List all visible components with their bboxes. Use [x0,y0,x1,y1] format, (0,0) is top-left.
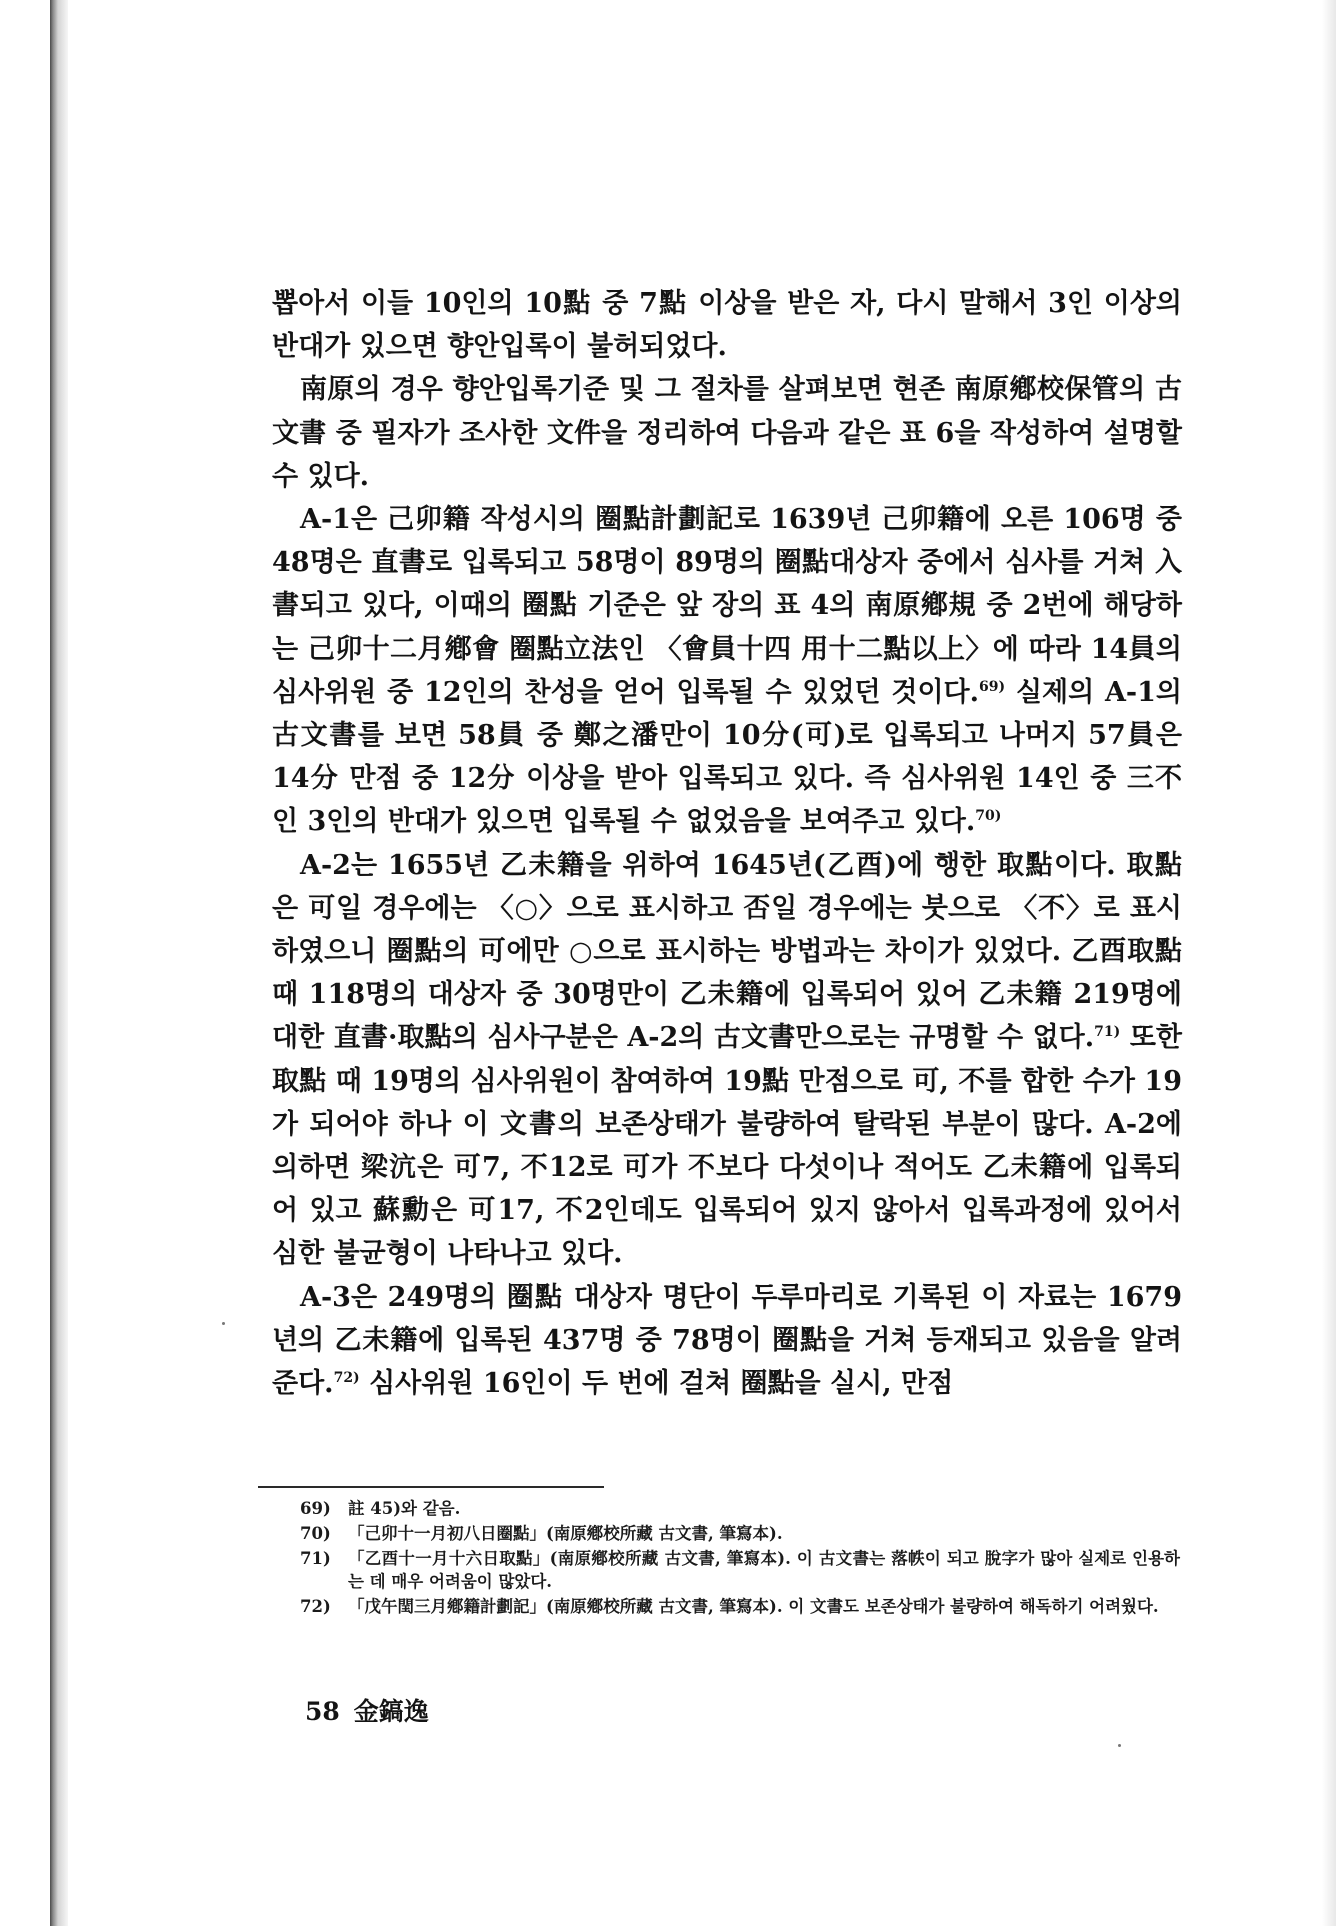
paragraph-4-text-a: A-2는 1655년 乙未籍을 위하여 1645년(乙酉)에 행한 取點이다. 取點은 可일 경우에는 〈○〉으로 표시하고 否일 경우에는 붓으로 〈不〉로 표시하였으니 圈點의 可에만 ○으로 표시하는 방법과는 차이가 있었다. 乙酉取點 때 118명의 대상자 중 30명만이 乙未籍에 입록되어 있어 乙未籍 219명에 대한 直書·取點의 심사구분은 A-2의 古文書만으로는 규명할 수 없다. [272,849,1182,1054]
footnote-ref-70: 70) [975,808,1002,825]
footnote-70 [300,1522,1180,1545]
footnote-number: 70) [300,1524,331,1543]
footnote-71 [300,1547,1180,1593]
paragraph-2: 南原의 경우 향안입록기준 및 그 절차를 살펴보면 현존 南原鄕校保管의 古文書 중 필자가 조사한 文件을 정리하여 다음과 같은 표 6을 작성하여 설명할 수 있다. [272,374,1182,492]
paragraph-1: 뽑아서 이들 10인의 10點 중 7點 이상을 받은 자, 다시 말해서 3인 이상의 반대가 있으면 향안입록이 불허되었다. [272,288,1182,363]
paragraph-4-text-b: 또한 取點 때 19명의 심사위원이 참여하여 19點 만점으로 可, 不를 합한 수가 19가 되어야 하나 이 文書의 보존상태가 불량하여 탈락된 부분이 많다. A-2에 의하면 梁沆은 可7, 不12로 可가 不보다 다섯이나 적어도 乙未籍에 입록되어 있고 蘇勳은 可17, 不2인데도 입록되어 있지 않아서 입록과정에 있어서 심한 불균형이 나타나고 있다. [272,1022,1182,1270]
scan-speck [222,1322,225,1325]
footnote-ref-72: 72) [333,1370,360,1387]
footnote-number: 69) [300,1499,331,1518]
footnote-divider [258,1486,604,1488]
footnote-ref-69: 69) [979,678,1006,695]
paragraph-4 [272,844,1182,1276]
author-name: 金鎬逸 [353,1697,429,1726]
footnote-ref-71: 71) [1094,1024,1121,1041]
paragraph-3 [272,498,1182,844]
page-number: 58 [305,1697,340,1726]
body-text [272,282,1182,1405]
footnote-text: 「戊午閏三月鄕籍計劃記」(南原鄕校所藏 古文書, 筆寫本). 이 文書도 보존상태가 불량하여 해독하기 어려웠다. [348,1597,1159,1616]
footnote-number: 71) [300,1549,331,1568]
paragraph-5-text-b: 심사위원 16인이 두 번에 걸쳐 圈點을 실시, 만점 [359,1368,954,1400]
page-binding-shadow [50,0,68,1926]
footnote-text: 「己卯十一月初八日圈點」(南原鄕校所藏 古文書, 筆寫本). [348,1524,783,1543]
footnotes [300,1497,1180,1620]
footnote-69 [300,1497,1180,1520]
footnote-text: 「乙酉十一月十六日取點」(南原鄕校所藏 古文書, 筆寫本). 이 古文書는 落帙이 되고 脫字가 많아 실제로 인용하는 데 매우 어려움이 많았다. [348,1549,1180,1591]
footnote-72 [300,1595,1180,1618]
paragraph-3-text-b: 실제의 A-1의 古文書를 보면 58員 중 鄭之潘만이 10分(可)로 입록되고 나머지 57員은 14分 만점 중 12分 이상을 받아 입록되고 있다. 즉 심사위원 14인 중 三不인 3인의 반대가 있으면 입록될 수 없었음을 보여주고 있다. [272,676,1182,838]
footnote-text: 註 45)와 같음. [348,1499,461,1518]
paragraph-5 [272,1276,1182,1406]
page-right-edge [1322,0,1336,1926]
page-footer [305,1692,443,1728]
footnote-number: 72) [300,1597,331,1616]
paragraph-3-text-a: A-1은 己卯籍 작성시의 圈點計劃記로 1639년 己卯籍에 오른 106명 중 48명은 直書로 입록되고 58명이 89명의 圈點대상자 중에서 심사를 거쳐 入書되고 있다, 이때의 圈點 기준은 앞 장의 표 4의 南原鄕規 중 2번에 해당하는 己卯十二月鄕會 圈點立法인 〈會員十四 用十二點以上〉에 따라 14員의 심사위원 중 12인의 찬성을 얻어 입록될 수 있었던 것이다. [272,504,1182,708]
scan-speck [1118,1744,1121,1747]
paragraph-5-text-a: A-3은 249명의 圈點 대상자 명단이 두루마리로 기록된 이 자료는 1679년의 乙未籍에 입록된 437명 중 78명이 圈點을 거쳐 등재되고 있음을 알려준다. [272,1281,1182,1400]
